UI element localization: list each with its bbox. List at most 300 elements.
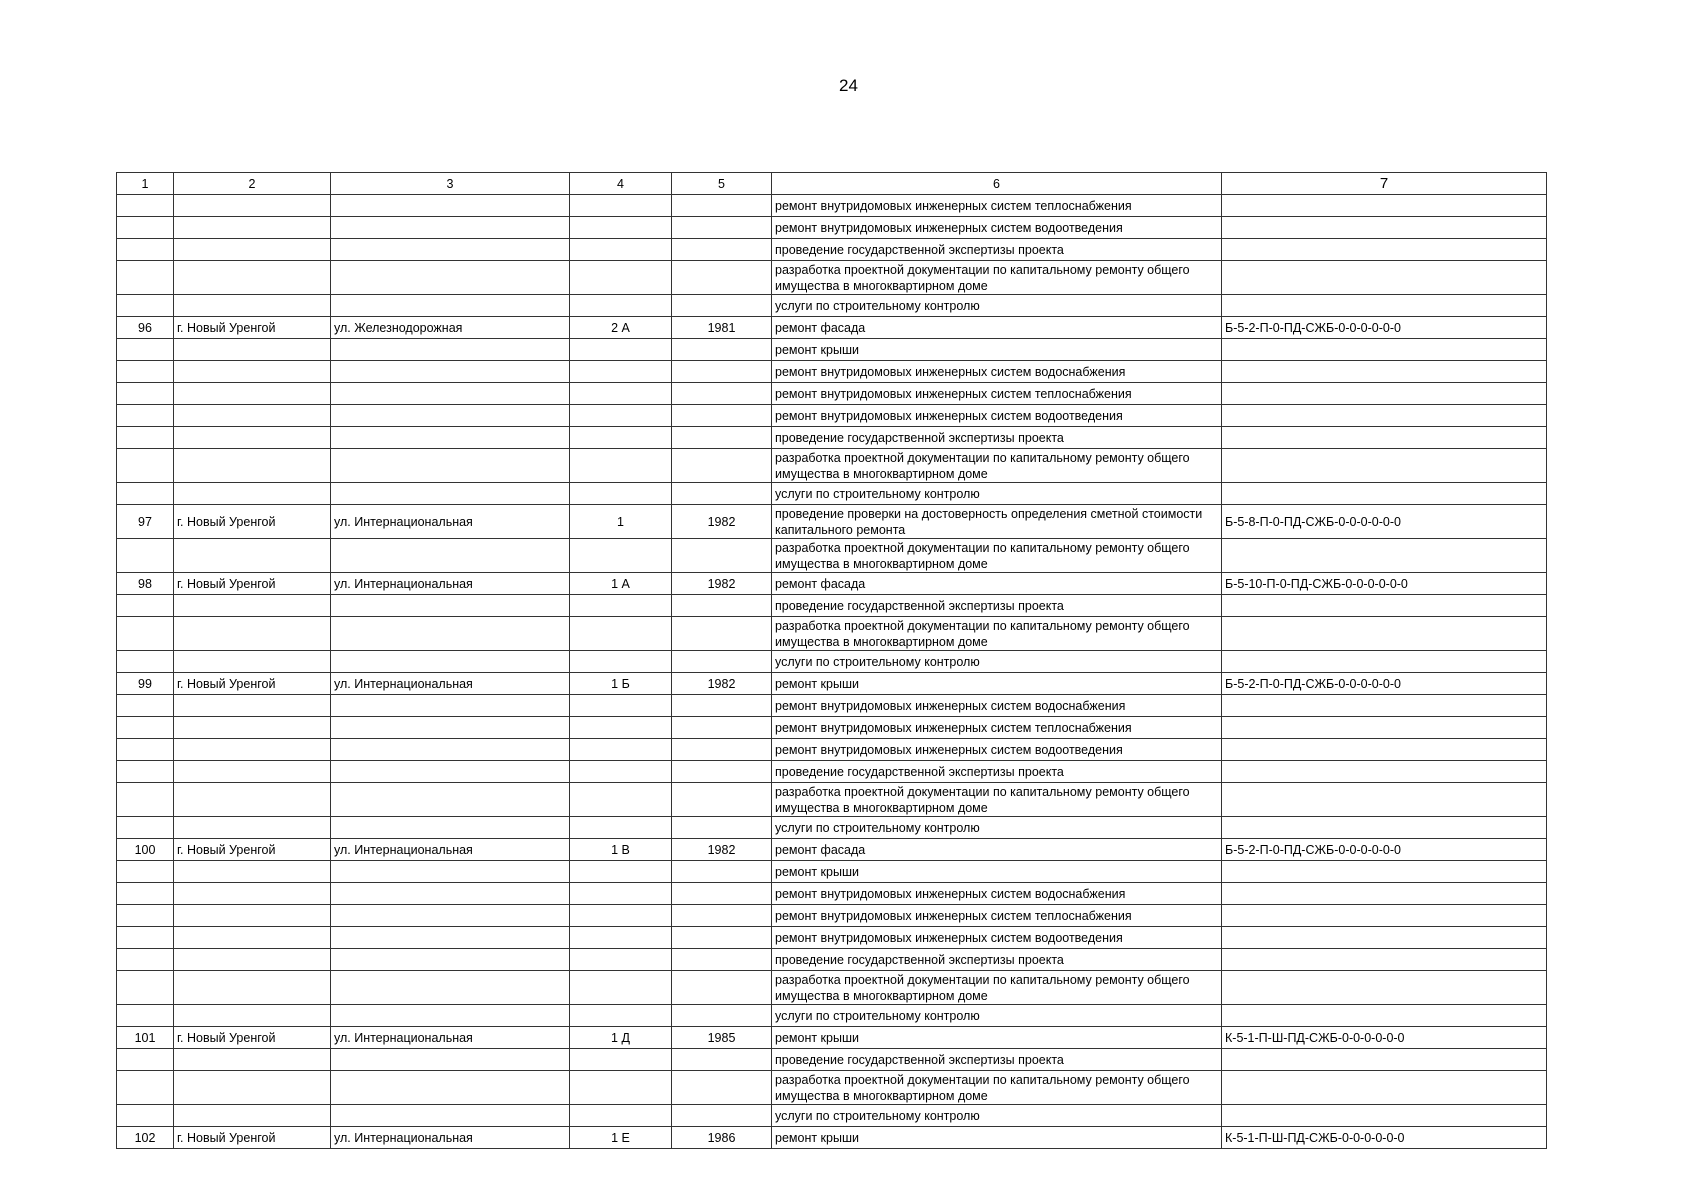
table-row xyxy=(117,449,1547,483)
table-row xyxy=(117,505,1547,539)
street-cell xyxy=(331,783,570,817)
table-row xyxy=(117,717,1547,739)
table-row xyxy=(117,239,1547,261)
work-type-cell: проведение государственной экспертизы проекта xyxy=(772,239,1222,261)
build-year-cell xyxy=(672,971,772,1005)
row-number-cell xyxy=(117,1105,174,1127)
table-row xyxy=(117,217,1547,239)
city-cell xyxy=(174,717,331,739)
work-type-cell: ремонт внутридомовых инженерных систем водоотведения xyxy=(772,739,1222,761)
work-type-cell: проведение государственной экспертизы проекта xyxy=(772,427,1222,449)
build-year-cell xyxy=(672,1049,772,1071)
building-code-cell xyxy=(1222,971,1547,1005)
city-cell xyxy=(174,883,331,905)
house-number-cell xyxy=(570,361,672,383)
work-type-cell: разработка проектной документации по капитальному ремонту общего имущества в многоквартирном доме xyxy=(772,971,1222,1005)
building-code-cell xyxy=(1222,1049,1547,1071)
street-cell xyxy=(331,949,570,971)
city-cell: г. Новый Уренгой xyxy=(174,1027,331,1049)
work-type-cell: ремонт крыши xyxy=(772,673,1222,695)
row-number-cell xyxy=(117,195,174,217)
table-row xyxy=(117,739,1547,761)
work-type-cell: разработка проектной документации по капитальному ремонту общего имущества в многоквартирном доме xyxy=(772,539,1222,573)
street-cell: ул. Интернациональная xyxy=(331,573,570,595)
city-cell xyxy=(174,383,331,405)
building-code-cell xyxy=(1222,595,1547,617)
table-row xyxy=(117,1105,1547,1127)
city-cell xyxy=(174,695,331,717)
street-cell xyxy=(331,339,570,361)
building-code-cell: К-5-1-П-Ш-ПД-СЖБ-0-0-0-0-0-0 xyxy=(1222,1027,1547,1049)
build-year-cell xyxy=(672,595,772,617)
work-type-cell: проведение государственной экспертизы проекта xyxy=(772,1049,1222,1071)
city-cell xyxy=(174,483,331,505)
table-row xyxy=(117,1049,1547,1071)
row-number-cell: 96 xyxy=(117,317,174,339)
street-cell xyxy=(331,717,570,739)
build-year-cell xyxy=(672,883,772,905)
house-number-cell xyxy=(570,595,672,617)
build-year-cell xyxy=(672,861,772,883)
page-number: 24 xyxy=(839,76,858,95)
work-type-cell: ремонт внутридомовых инженерных систем водоотведения xyxy=(772,927,1222,949)
building-code-cell xyxy=(1222,427,1547,449)
row-number-cell xyxy=(117,1005,174,1027)
street-cell xyxy=(331,195,570,217)
building-code-cell xyxy=(1222,651,1547,673)
city-cell xyxy=(174,651,331,673)
city-cell xyxy=(174,617,331,651)
work-type-cell: услуги по строительному контролю xyxy=(772,1105,1222,1127)
table-row xyxy=(117,861,1547,883)
work-type-cell: ремонт внутридомовых инженерных систем водоотведения xyxy=(772,217,1222,239)
house-number-cell xyxy=(570,261,672,295)
house-number-cell xyxy=(570,383,672,405)
city-cell xyxy=(174,817,331,839)
building-code-cell xyxy=(1222,1105,1547,1127)
street-cell xyxy=(331,427,570,449)
building-code-cell xyxy=(1222,761,1547,783)
city-cell xyxy=(174,405,331,427)
building-code-cell xyxy=(1222,817,1547,839)
house-number-cell xyxy=(570,539,672,573)
row-number-cell: 97 xyxy=(117,505,174,539)
build-year-cell xyxy=(672,739,772,761)
building-code-cell xyxy=(1222,217,1547,239)
build-year-cell xyxy=(672,1105,772,1127)
building-code-cell xyxy=(1222,617,1547,651)
build-year-cell xyxy=(672,483,772,505)
building-code-cell xyxy=(1222,361,1547,383)
table-row xyxy=(117,573,1547,595)
table-row xyxy=(117,673,1547,695)
street-cell xyxy=(331,405,570,427)
row-number-cell: 98 xyxy=(117,573,174,595)
street-cell xyxy=(331,761,570,783)
city-cell xyxy=(174,1071,331,1105)
street-cell xyxy=(331,483,570,505)
row-number-cell: 101 xyxy=(117,1027,174,1049)
building-code-cell xyxy=(1222,861,1547,883)
city-cell: г. Новый Уренгой xyxy=(174,505,331,539)
house-number-cell: 1 А xyxy=(570,573,672,595)
house-number-cell xyxy=(570,239,672,261)
street-cell xyxy=(331,217,570,239)
building-code-cell xyxy=(1222,539,1547,573)
street-cell xyxy=(331,651,570,673)
street-cell: ул. Интернациональная xyxy=(331,505,570,539)
house-number-cell: 1 Б xyxy=(570,673,672,695)
house-number-cell xyxy=(570,295,672,317)
work-type-cell: разработка проектной документации по капитальному ремонту общего имущества в многоквартирном доме xyxy=(772,261,1222,295)
work-type-cell: услуги по строительному контролю xyxy=(772,483,1222,505)
city-cell xyxy=(174,449,331,483)
house-number-cell xyxy=(570,883,672,905)
house-number-cell xyxy=(570,905,672,927)
house-number-cell: 1 xyxy=(570,505,672,539)
house-number-cell: 1 Д xyxy=(570,1027,672,1049)
city-cell xyxy=(174,361,331,383)
row-number-cell xyxy=(117,695,174,717)
row-number-cell xyxy=(117,449,174,483)
city-cell: г. Новый Уренгой xyxy=(174,317,331,339)
table-row xyxy=(117,695,1547,717)
row-number-cell xyxy=(117,761,174,783)
city-cell xyxy=(174,195,331,217)
city-cell xyxy=(174,595,331,617)
build-year-cell: 1986 xyxy=(672,1127,772,1149)
street-cell: ул. Интернациональная xyxy=(331,673,570,695)
row-number-cell xyxy=(117,717,174,739)
row-number-cell xyxy=(117,883,174,905)
work-type-cell: проведение государственной экспертизы проекта xyxy=(772,761,1222,783)
row-number-cell xyxy=(117,483,174,505)
street-cell xyxy=(331,449,570,483)
table-row xyxy=(117,1005,1547,1027)
street-cell: ул. Железнодорожная xyxy=(331,317,570,339)
building-code-cell xyxy=(1222,405,1547,427)
header-col-6: 6 xyxy=(772,173,1222,195)
building-code-cell: Б-5-8-П-0-ПД-СЖБ-0-0-0-0-0-0 xyxy=(1222,505,1547,539)
build-year-cell: 1982 xyxy=(672,839,772,861)
city-cell xyxy=(174,861,331,883)
row-number-cell xyxy=(117,217,174,239)
building-code-cell xyxy=(1222,483,1547,505)
row-number-cell: 99 xyxy=(117,673,174,695)
row-number-cell xyxy=(117,361,174,383)
work-type-cell: ремонт внутридомовых инженерных систем теплоснабжения xyxy=(772,383,1222,405)
row-number-cell xyxy=(117,905,174,927)
work-type-cell: услуги по строительному контролю xyxy=(772,1005,1222,1027)
street-cell xyxy=(331,861,570,883)
street-cell: ул. Интернациональная xyxy=(331,1127,570,1149)
work-type-cell: ремонт внутридомовых инженерных систем теплоснабжения xyxy=(772,717,1222,739)
city-cell xyxy=(174,739,331,761)
row-number-cell xyxy=(117,949,174,971)
street-cell xyxy=(331,1005,570,1027)
header-col-2: 2 xyxy=(174,173,331,195)
building-code-cell xyxy=(1222,195,1547,217)
work-type-cell: проведение государственной экспертизы проекта xyxy=(772,949,1222,971)
build-year-cell xyxy=(672,383,772,405)
table-row xyxy=(117,361,1547,383)
city-cell xyxy=(174,339,331,361)
city-cell xyxy=(174,239,331,261)
building-code-cell: Б-5-2-П-0-ПД-СЖБ-0-0-0-0-0-0 xyxy=(1222,673,1547,695)
building-code-cell: К-5-1-П-Ш-ПД-СЖБ-0-0-0-0-0-0 xyxy=(1222,1127,1547,1149)
row-number-cell xyxy=(117,295,174,317)
build-year-cell xyxy=(672,449,772,483)
city-cell: г. Новый Уренгой xyxy=(174,573,331,595)
house-number-cell xyxy=(570,761,672,783)
street-cell: ул. Интернациональная xyxy=(331,839,570,861)
build-year-cell xyxy=(672,239,772,261)
street-cell xyxy=(331,383,570,405)
house-number-cell xyxy=(570,739,672,761)
build-year-cell xyxy=(672,695,772,717)
header-col-5: 5 xyxy=(672,173,772,195)
table-row xyxy=(117,927,1547,949)
building-code-cell xyxy=(1222,905,1547,927)
city-cell xyxy=(174,971,331,1005)
table-row xyxy=(117,1027,1547,1049)
work-type-cell: разработка проектной документации по капитальному ремонту общего имущества в многоквартирном доме xyxy=(772,1071,1222,1105)
table-row xyxy=(117,427,1547,449)
build-year-cell xyxy=(672,651,772,673)
table-row xyxy=(117,195,1547,217)
house-number-cell xyxy=(570,217,672,239)
row-number-cell xyxy=(117,427,174,449)
table-row xyxy=(117,817,1547,839)
building-code-cell xyxy=(1222,383,1547,405)
street-cell: ул. Интернациональная xyxy=(331,1027,570,1049)
work-type-cell: ремонт внутридомовых инженерных систем теплоснабжения xyxy=(772,905,1222,927)
build-year-cell xyxy=(672,261,772,295)
street-cell xyxy=(331,617,570,651)
table-row xyxy=(117,339,1547,361)
row-number-cell xyxy=(117,817,174,839)
build-year-cell xyxy=(672,617,772,651)
house-number-cell: 2 А xyxy=(570,317,672,339)
street-cell xyxy=(331,1049,570,1071)
house-number-cell xyxy=(570,617,672,651)
table-row xyxy=(117,539,1547,573)
city-cell xyxy=(174,783,331,817)
work-type-cell: услуги по строительному контролю xyxy=(772,295,1222,317)
house-number-cell xyxy=(570,1049,672,1071)
house-number-cell xyxy=(570,717,672,739)
table-body xyxy=(117,195,1547,1149)
build-year-cell xyxy=(672,817,772,839)
table-row xyxy=(117,1071,1547,1105)
build-year-cell xyxy=(672,339,772,361)
house-number-cell xyxy=(570,651,672,673)
row-number-cell xyxy=(117,783,174,817)
street-cell xyxy=(331,361,570,383)
work-type-cell: ремонт крыши xyxy=(772,861,1222,883)
table-row xyxy=(117,317,1547,339)
work-type-cell: ремонт фасада xyxy=(772,573,1222,595)
build-year-cell: 1982 xyxy=(672,673,772,695)
row-number-cell xyxy=(117,539,174,573)
house-number-cell xyxy=(570,695,672,717)
building-code-cell xyxy=(1222,1071,1547,1105)
building-code-cell xyxy=(1222,883,1547,905)
build-year-cell xyxy=(672,1005,772,1027)
build-year-cell: 1982 xyxy=(672,573,772,595)
work-type-cell: проведение государственной экспертизы проекта xyxy=(772,595,1222,617)
city-cell: г. Новый Уренгой xyxy=(174,839,331,861)
build-year-cell: 1982 xyxy=(672,505,772,539)
building-code-cell xyxy=(1222,783,1547,817)
building-code-cell xyxy=(1222,695,1547,717)
house-number-cell xyxy=(570,783,672,817)
house-number-cell xyxy=(570,427,672,449)
row-number-cell xyxy=(117,1049,174,1071)
table-row xyxy=(117,905,1547,927)
row-number-cell xyxy=(117,239,174,261)
row-number-cell xyxy=(117,861,174,883)
house-number-cell: 1 Е xyxy=(570,1127,672,1149)
table-row xyxy=(117,405,1547,427)
city-cell xyxy=(174,905,331,927)
house-number-cell xyxy=(570,339,672,361)
city-cell xyxy=(174,1049,331,1071)
row-number-cell xyxy=(117,651,174,673)
building-code-cell xyxy=(1222,739,1547,761)
street-cell xyxy=(331,1071,570,1105)
table-row xyxy=(117,883,1547,905)
row-number-cell xyxy=(117,383,174,405)
repair-schedule-table xyxy=(116,172,1547,1149)
building-code-cell: Б-5-2-П-0-ПД-СЖБ-0-0-0-0-0-0 xyxy=(1222,839,1547,861)
build-year-cell xyxy=(672,783,772,817)
row-number-cell xyxy=(117,617,174,651)
work-type-cell: ремонт фасада xyxy=(772,839,1222,861)
build-year-cell xyxy=(672,717,772,739)
row-number-cell xyxy=(117,261,174,295)
table-row xyxy=(117,949,1547,971)
building-code-cell xyxy=(1222,717,1547,739)
build-year-cell xyxy=(672,761,772,783)
build-year-cell: 1985 xyxy=(672,1027,772,1049)
header-col-3: 3 xyxy=(331,173,570,195)
work-type-cell: ремонт внутридомовых инженерных систем водоснабжения xyxy=(772,883,1222,905)
table-row xyxy=(117,295,1547,317)
street-cell xyxy=(331,1105,570,1127)
work-type-cell: ремонт внутридомовых инженерных систем водоснабжения xyxy=(772,695,1222,717)
build-year-cell xyxy=(672,195,772,217)
work-type-cell: ремонт внутридомовых инженерных систем водоснабжения xyxy=(772,361,1222,383)
house-number-cell xyxy=(570,817,672,839)
table-row xyxy=(117,761,1547,783)
work-type-cell: разработка проектной документации по капитальному ремонту общего имущества в многоквартирном доме xyxy=(772,617,1222,651)
row-number-cell xyxy=(117,595,174,617)
header-col-1: 1 xyxy=(117,173,174,195)
build-year-cell xyxy=(672,405,772,427)
table-row xyxy=(117,971,1547,1005)
building-code-cell: Б-5-2-П-0-ПД-СЖБ-0-0-0-0-0-0 xyxy=(1222,317,1547,339)
building-code-cell xyxy=(1222,261,1547,295)
work-type-cell: услуги по строительному контролю xyxy=(772,651,1222,673)
work-type-cell: услуги по строительному контролю xyxy=(772,817,1222,839)
city-cell xyxy=(174,261,331,295)
row-number-cell xyxy=(117,739,174,761)
street-cell xyxy=(331,905,570,927)
street-cell xyxy=(331,539,570,573)
build-year-cell xyxy=(672,927,772,949)
work-type-cell: ремонт крыши xyxy=(772,1127,1222,1149)
street-cell xyxy=(331,739,570,761)
table-header-row xyxy=(117,173,1547,195)
street-cell xyxy=(331,927,570,949)
city-cell xyxy=(174,295,331,317)
build-year-cell xyxy=(672,427,772,449)
house-number-cell xyxy=(570,861,672,883)
street-cell xyxy=(331,695,570,717)
row-number-cell xyxy=(117,405,174,427)
building-code-cell xyxy=(1222,239,1547,261)
table-row xyxy=(117,783,1547,817)
street-cell xyxy=(331,817,570,839)
city-cell xyxy=(174,949,331,971)
street-cell xyxy=(331,595,570,617)
build-year-cell xyxy=(672,1071,772,1105)
table-row xyxy=(117,383,1547,405)
street-cell xyxy=(331,883,570,905)
city-cell xyxy=(174,1105,331,1127)
build-year-cell xyxy=(672,905,772,927)
house-number-cell xyxy=(570,405,672,427)
building-code-cell xyxy=(1222,949,1547,971)
city-cell xyxy=(174,761,331,783)
house-number-cell xyxy=(570,1071,672,1105)
city-cell xyxy=(174,427,331,449)
house-number-cell: 1 В xyxy=(570,839,672,861)
header-col-4: 4 xyxy=(570,173,672,195)
building-code-cell: Б-5-10-П-0-ПД-СЖБ-0-0-0-0-0-0 xyxy=(1222,573,1547,595)
building-code-cell xyxy=(1222,1005,1547,1027)
work-type-cell: проведение проверки на достоверность определения сметной стоимости капитального ремонта xyxy=(772,505,1222,539)
row-number-cell xyxy=(117,339,174,361)
city-cell: г. Новый Уренгой xyxy=(174,673,331,695)
work-type-cell: ремонт фасада xyxy=(772,317,1222,339)
city-cell xyxy=(174,217,331,239)
build-year-cell: 1981 xyxy=(672,317,772,339)
row-number-cell xyxy=(117,927,174,949)
header-col-7: 7 xyxy=(1222,173,1547,195)
row-number-cell xyxy=(117,971,174,1005)
build-year-cell xyxy=(672,361,772,383)
table-row xyxy=(117,839,1547,861)
house-number-cell xyxy=(570,949,672,971)
table-row xyxy=(117,261,1547,295)
street-cell xyxy=(331,239,570,261)
building-code-cell xyxy=(1222,295,1547,317)
work-type-cell: ремонт крыши xyxy=(772,339,1222,361)
house-number-cell xyxy=(570,1005,672,1027)
city-cell xyxy=(174,539,331,573)
city-cell xyxy=(174,1005,331,1027)
row-number-cell: 102 xyxy=(117,1127,174,1149)
house-number-cell xyxy=(570,483,672,505)
city-cell: г. Новый Уренгой xyxy=(174,1127,331,1149)
house-number-cell xyxy=(570,449,672,483)
street-cell xyxy=(331,971,570,1005)
work-type-cell: ремонт внутридомовых инженерных систем водоотведения xyxy=(772,405,1222,427)
house-number-cell xyxy=(570,971,672,1005)
work-type-cell: ремонт внутридомовых инженерных систем теплоснабжения xyxy=(772,195,1222,217)
